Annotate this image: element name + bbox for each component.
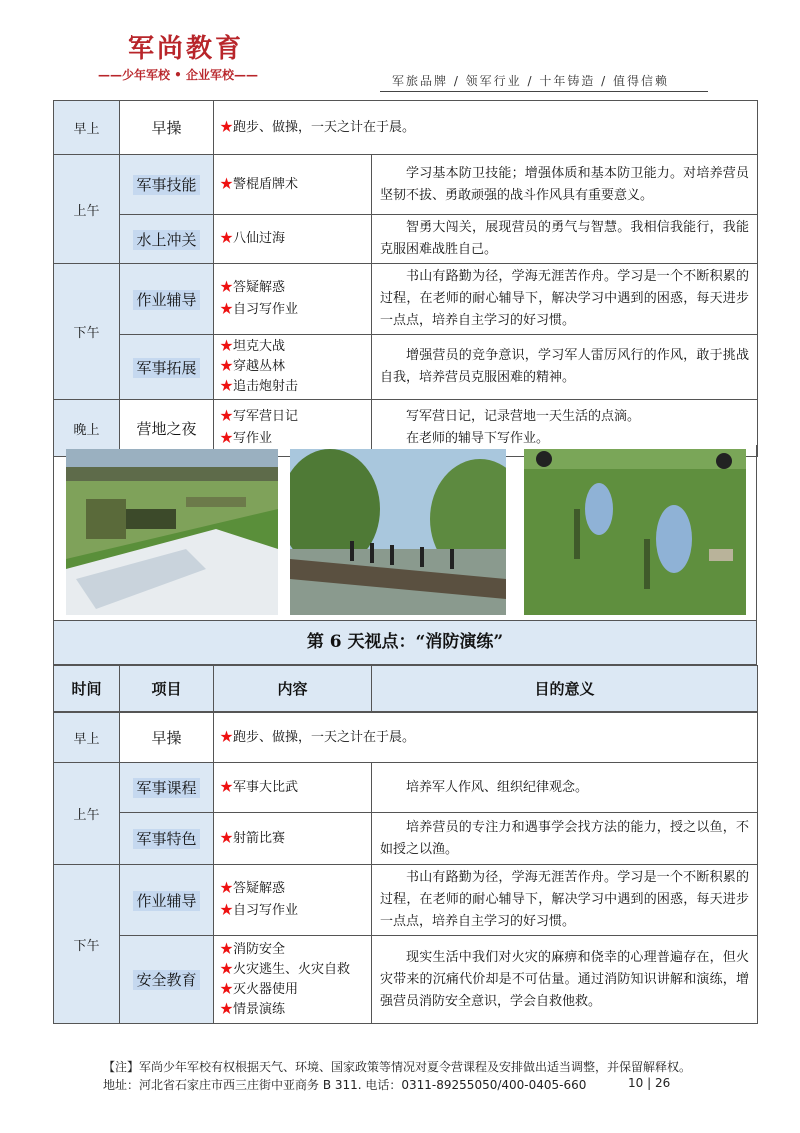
table-row <box>54 335 758 400</box>
table-row <box>54 264 758 335</box>
footer-note: 【注】军尚少年军校有权根据天气、环境、国家政策等情况对夏令营课程及安排做出适当调整，并保留解释权。 <box>103 1060 692 1074</box>
brand-subtitle: ——少年军校 • 企业军校—— <box>98 68 259 82</box>
star-icon: ★ <box>220 409 234 424</box>
star-icon: ★ <box>220 881 234 896</box>
day6-header-table <box>53 665 758 712</box>
content-cell: ★跑步、做操，一天之计在于晨。 <box>214 713 758 763</box>
purpose-cell: 书山有路勤为径，学海无涯苦作舟。学习是一个不断积累的过程，在老师的耐心辅导下，解决学习中遇到的困惑，每天进步一点点，培养自主学习的好习惯。 <box>372 264 758 335</box>
header-slogan: 军旅品牌 / 领军行业 / 十年铸造 / 值得信赖 <box>392 74 670 88</box>
photo-mortar-training <box>524 449 746 615</box>
item-cell: 军事特色 <box>120 813 214 865</box>
item-cell: 早操 <box>120 101 214 155</box>
item-cell: 安全教育 <box>120 936 214 1024</box>
col-header-purpose: 目的意义 <box>372 666 758 712</box>
table-row <box>54 155 758 215</box>
purpose-cell: 写军营日记，记录营地一天生活的点滴。 在老师的辅导下写作业。 <box>372 400 758 457</box>
star-icon: ★ <box>220 941 234 957</box>
item-cell: 军事技能 <box>120 155 214 215</box>
item-cell: 作业辅导 <box>120 264 214 335</box>
star-icon: ★ <box>220 431 234 446</box>
item-cell: 军事课程 <box>120 763 214 813</box>
content-cell: ★射箭比赛 <box>214 813 372 865</box>
photo-strip <box>53 445 757 620</box>
content-cell: ★答疑解惑 ★自习写作业 <box>214 865 372 936</box>
period-cell: 早上 <box>54 713 120 763</box>
content-cell: ★写军营日记 ★写作业 <box>214 400 372 457</box>
photo-obstacle-course <box>66 449 278 615</box>
table-row <box>54 763 758 813</box>
item-cell: 作业辅导 <box>120 865 214 936</box>
content-cell: ★答疑解惑 ★自习写作业 <box>214 264 372 335</box>
purpose-cell: 书山有路勤为径，学海无涯苦作舟。学习是一个不断积累的过程，在老师的耐心辅导下，解决学习中遇到的困惑，每天进步一点点，培养自主学习的好习惯。 <box>372 865 758 936</box>
star-icon: ★ <box>220 729 234 745</box>
star-icon: ★ <box>220 379 234 394</box>
content-cell: ★警棍盾牌术 <box>214 155 372 215</box>
content-cell: ★跑步、做操，一天之计在于晨。 <box>214 101 758 155</box>
purpose-cell: 培养营员的专注力和遇事学会找方法的能力，授之以鱼，不如授之以渔。 <box>372 813 758 865</box>
purpose-cell: 现实生活中我们对火灾的麻痹和侥幸的心理普遍存在，但火灾带来的沉痛代价却是不可估量。通过消防知识讲解和演练，增强营员消防安全意识，学会自救他救。 <box>372 936 758 1024</box>
table-row <box>54 215 758 264</box>
header-divider <box>380 91 708 92</box>
period-cell: 晚上 <box>54 400 120 457</box>
col-header-item: 项目 <box>120 666 214 712</box>
table-row <box>54 813 758 865</box>
content-cell: ★坦克大战 ★穿越丛林 ★追击炮射击 <box>214 335 372 400</box>
purpose-cell: 智勇大闯关，展现营员的勇气与智慧。我相信我能行，我能克服困难战胜自己。 <box>372 215 758 264</box>
star-icon: ★ <box>220 903 234 918</box>
period-cell: 上午 <box>54 155 120 264</box>
purpose-cell: 学习基本防卫技能；增强体质和基本防卫能力。对培养营员坚韧不拔、勇敢顽强的战斗作风具有重要意义。 <box>372 155 758 215</box>
item-cell: 军事拓展 <box>120 335 214 400</box>
star-icon: ★ <box>220 302 234 317</box>
col-header-time: 时间 <box>54 666 120 712</box>
period-cell: 早上 <box>54 101 120 155</box>
star-icon: ★ <box>220 359 234 374</box>
period-cell: 下午 <box>54 865 120 1024</box>
page-number: 10 | 26 <box>628 1076 671 1090</box>
photo-water-bridge <box>290 449 506 615</box>
item-cell: 水上冲关 <box>120 215 214 264</box>
item-cell: 早操 <box>120 713 214 763</box>
header-row <box>54 666 758 712</box>
star-icon: ★ <box>220 280 234 295</box>
period-cell: 下午 <box>54 264 120 400</box>
star-icon: ★ <box>220 231 234 246</box>
content-cell: ★军事大比武 <box>214 763 372 813</box>
day5-schedule-table <box>53 100 758 457</box>
footer-address: 地址：河北省石家庄市西三庄街中亚商务 B 311. 电话：0311-89255050/400-0405-660 <box>103 1078 587 1092</box>
star-icon: ★ <box>220 830 234 846</box>
star-icon: ★ <box>220 961 234 977</box>
period-cell: 上午 <box>54 763 120 865</box>
content-cell: ★八仙过海 <box>214 215 372 264</box>
purpose-cell: 培养军人作风、组织纪律观念。 <box>372 763 758 813</box>
col-header-content: 内容 <box>214 666 372 712</box>
day6-title: 第 6 天视点：“消防演练” <box>53 620 757 665</box>
content-cell: ★消防安全 ★火灾逃生、火灾自救 ★灭火器使用 ★情景演练 <box>214 936 372 1024</box>
star-icon: ★ <box>220 119 234 135</box>
table-row <box>54 101 758 155</box>
star-icon: ★ <box>220 176 234 192</box>
star-icon: ★ <box>220 779 234 795</box>
table-row <box>54 936 758 1024</box>
item-cell: 营地之夜 <box>120 400 214 457</box>
star-icon: ★ <box>220 981 234 997</box>
brand-logo: 军尚教育 <box>128 34 245 64</box>
purpose-cell: 增强营员的竞争意识，学习军人雷厉风行的作风，敢于挑战自我，培养营员克服困难的精神。 <box>372 335 758 400</box>
page-header <box>0 0 800 100</box>
day6-schedule-table <box>53 712 758 1024</box>
table-row <box>54 865 758 936</box>
star-icon: ★ <box>220 339 234 354</box>
table-row <box>54 713 758 763</box>
star-icon: ★ <box>220 1001 234 1017</box>
